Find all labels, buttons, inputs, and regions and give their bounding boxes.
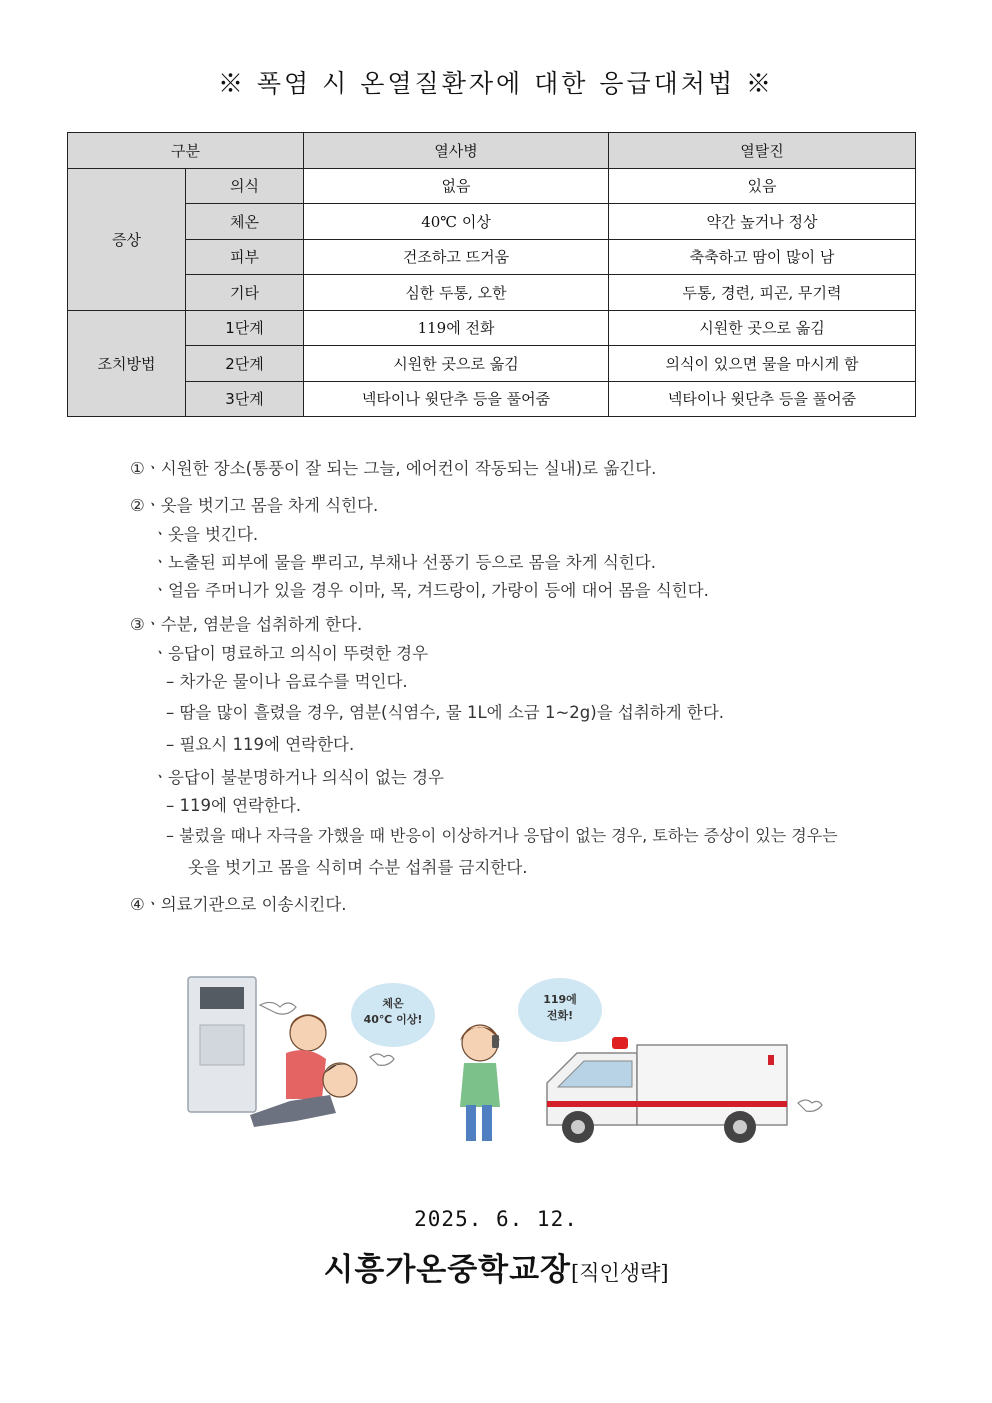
speech-bubble-temperature <box>351 983 435 1047</box>
first-aid-illustration <box>180 965 830 1155</box>
group-symptom: 증상 <box>68 168 186 310</box>
first-aid-table <box>67 132 916 417</box>
step-4: ④ㆍ의료기관으로 이송시킨다. <box>130 895 347 914</box>
speech-bubble-call <box>518 978 602 1042</box>
cell: 축축하고 땀이 많이 남 <box>609 239 916 275</box>
table-row <box>68 310 916 346</box>
header-heat-exhaustion: 열탈진 <box>609 133 916 169</box>
signer-name: 시흥가온중학교장 <box>323 1252 572 1288</box>
seal-omitted-note: [직인생략] <box>571 1261 669 1285</box>
cell: 심한 두통, 오한 <box>304 275 609 311</box>
cell: 119에 전화 <box>304 310 609 346</box>
step-3-item: – 불렀을 때나 자극을 가했을 때 반응이 이상하거나 응답이 없는 경우, 토하는 증상이 있는 경우는 <box>166 826 838 845</box>
table-row <box>68 239 916 275</box>
step-3-item: – 119에 연락한다. <box>166 796 302 815</box>
cell: 있음 <box>609 168 916 204</box>
cell: 두통, 경련, 피곤, 무기력 <box>609 275 916 311</box>
step-3: ③ㆍ수분, 염분을 섭취하게 한다. <box>130 615 363 634</box>
table-header-row <box>68 133 916 169</box>
calling-person-icon <box>460 1025 500 1141</box>
row-label: 피부 <box>186 239 304 275</box>
air-conditioner-icon <box>188 977 296 1112</box>
step-3-item-cont: 옷을 벗기고 몸을 식히며 수분 섭취를 금지한다. <box>188 858 528 877</box>
row-label: 의식 <box>186 168 304 204</box>
cell: 약간 높거나 정상 <box>609 204 916 240</box>
table-row <box>68 204 916 240</box>
step-3-item: – 필요시 119에 연락한다. <box>166 735 355 754</box>
group-action: 조치방법 <box>68 310 186 417</box>
cell: 시원한 곳으로 옮김 <box>304 346 609 382</box>
row-label: 체온 <box>186 204 304 240</box>
row-label: 3단계 <box>186 381 304 417</box>
row-label: 기타 <box>186 275 304 311</box>
steam-puff-icon <box>370 1054 394 1065</box>
step-2-item: ㆍ얼음 주머니가 있을 경우 이마, 목, 겨드랑이, 가랑이 등에 대어 몸을 식힌다. <box>152 581 709 600</box>
step-3-item: – 땀을 많이 흘렸을 경우, 염분(식염수, 물 1L에 소금 1~2g)을 섭취하게 한다. <box>166 703 725 722</box>
ambulance-icon <box>547 1037 822 1143</box>
table-row <box>68 168 916 204</box>
step-1: ①ㆍ시원한 장소(통풍이 잘 되는 그늘, 에어컨이 작동되는 실내)로 옮긴다. <box>130 459 657 478</box>
bubble2-line2: 전화! <box>546 1009 574 1022</box>
header-category: 구분 <box>68 133 304 169</box>
cell: 시원한 곳으로 옮김 <box>609 310 916 346</box>
document-title: ※ 폭염 시 온열질환자에 대한 응급대처법 ※ <box>217 69 775 98</box>
step-3-case-conscious: ㆍ응답이 명료하고 의식이 뚜렷한 경우 <box>152 644 429 663</box>
step-2-item: ㆍ노출된 피부에 물을 뿌리고, 부채나 선풍기 등으로 몸을 차게 식힌다. <box>152 553 656 572</box>
cell: 40℃ 이상 <box>304 204 609 240</box>
bubble2-line1: 119에 <box>543 993 577 1006</box>
step-3-case-unconscious: ㆍ응답이 불분명하거나 의식이 없는 경우 <box>152 768 444 787</box>
row-label: 2단계 <box>186 346 304 382</box>
cell: 없음 <box>304 168 609 204</box>
cell: 넥타이나 윗단추 등을 풀어줌 <box>609 381 916 417</box>
cell: 의식이 있으면 물을 마시게 함 <box>609 346 916 382</box>
step-3-item: – 차가운 물이나 음료수를 먹인다. <box>166 672 408 691</box>
table-row <box>68 381 916 417</box>
cell: 건조하고 뜨거움 <box>304 239 609 275</box>
table-row <box>68 275 916 311</box>
header-heatstroke: 열사병 <box>304 133 609 169</box>
step-2-item: ㆍ옷을 벗긴다. <box>152 525 259 544</box>
step-2: ②ㆍ옷을 벗기고 몸을 차게 식힌다. <box>130 496 379 515</box>
cell: 넥타이나 윗단추 등을 풀어줌 <box>304 381 609 417</box>
signature-line <box>0 1244 992 1289</box>
helper-person-icon <box>286 1015 326 1099</box>
document-date: 2025. 6. 12. <box>414 1207 578 1231</box>
table-row <box>68 346 916 382</box>
row-label: 1단계 <box>186 310 304 346</box>
bubble1-line2: 40℃ 이상! <box>363 1013 423 1026</box>
bubble1-line1: 체온 <box>382 997 404 1010</box>
